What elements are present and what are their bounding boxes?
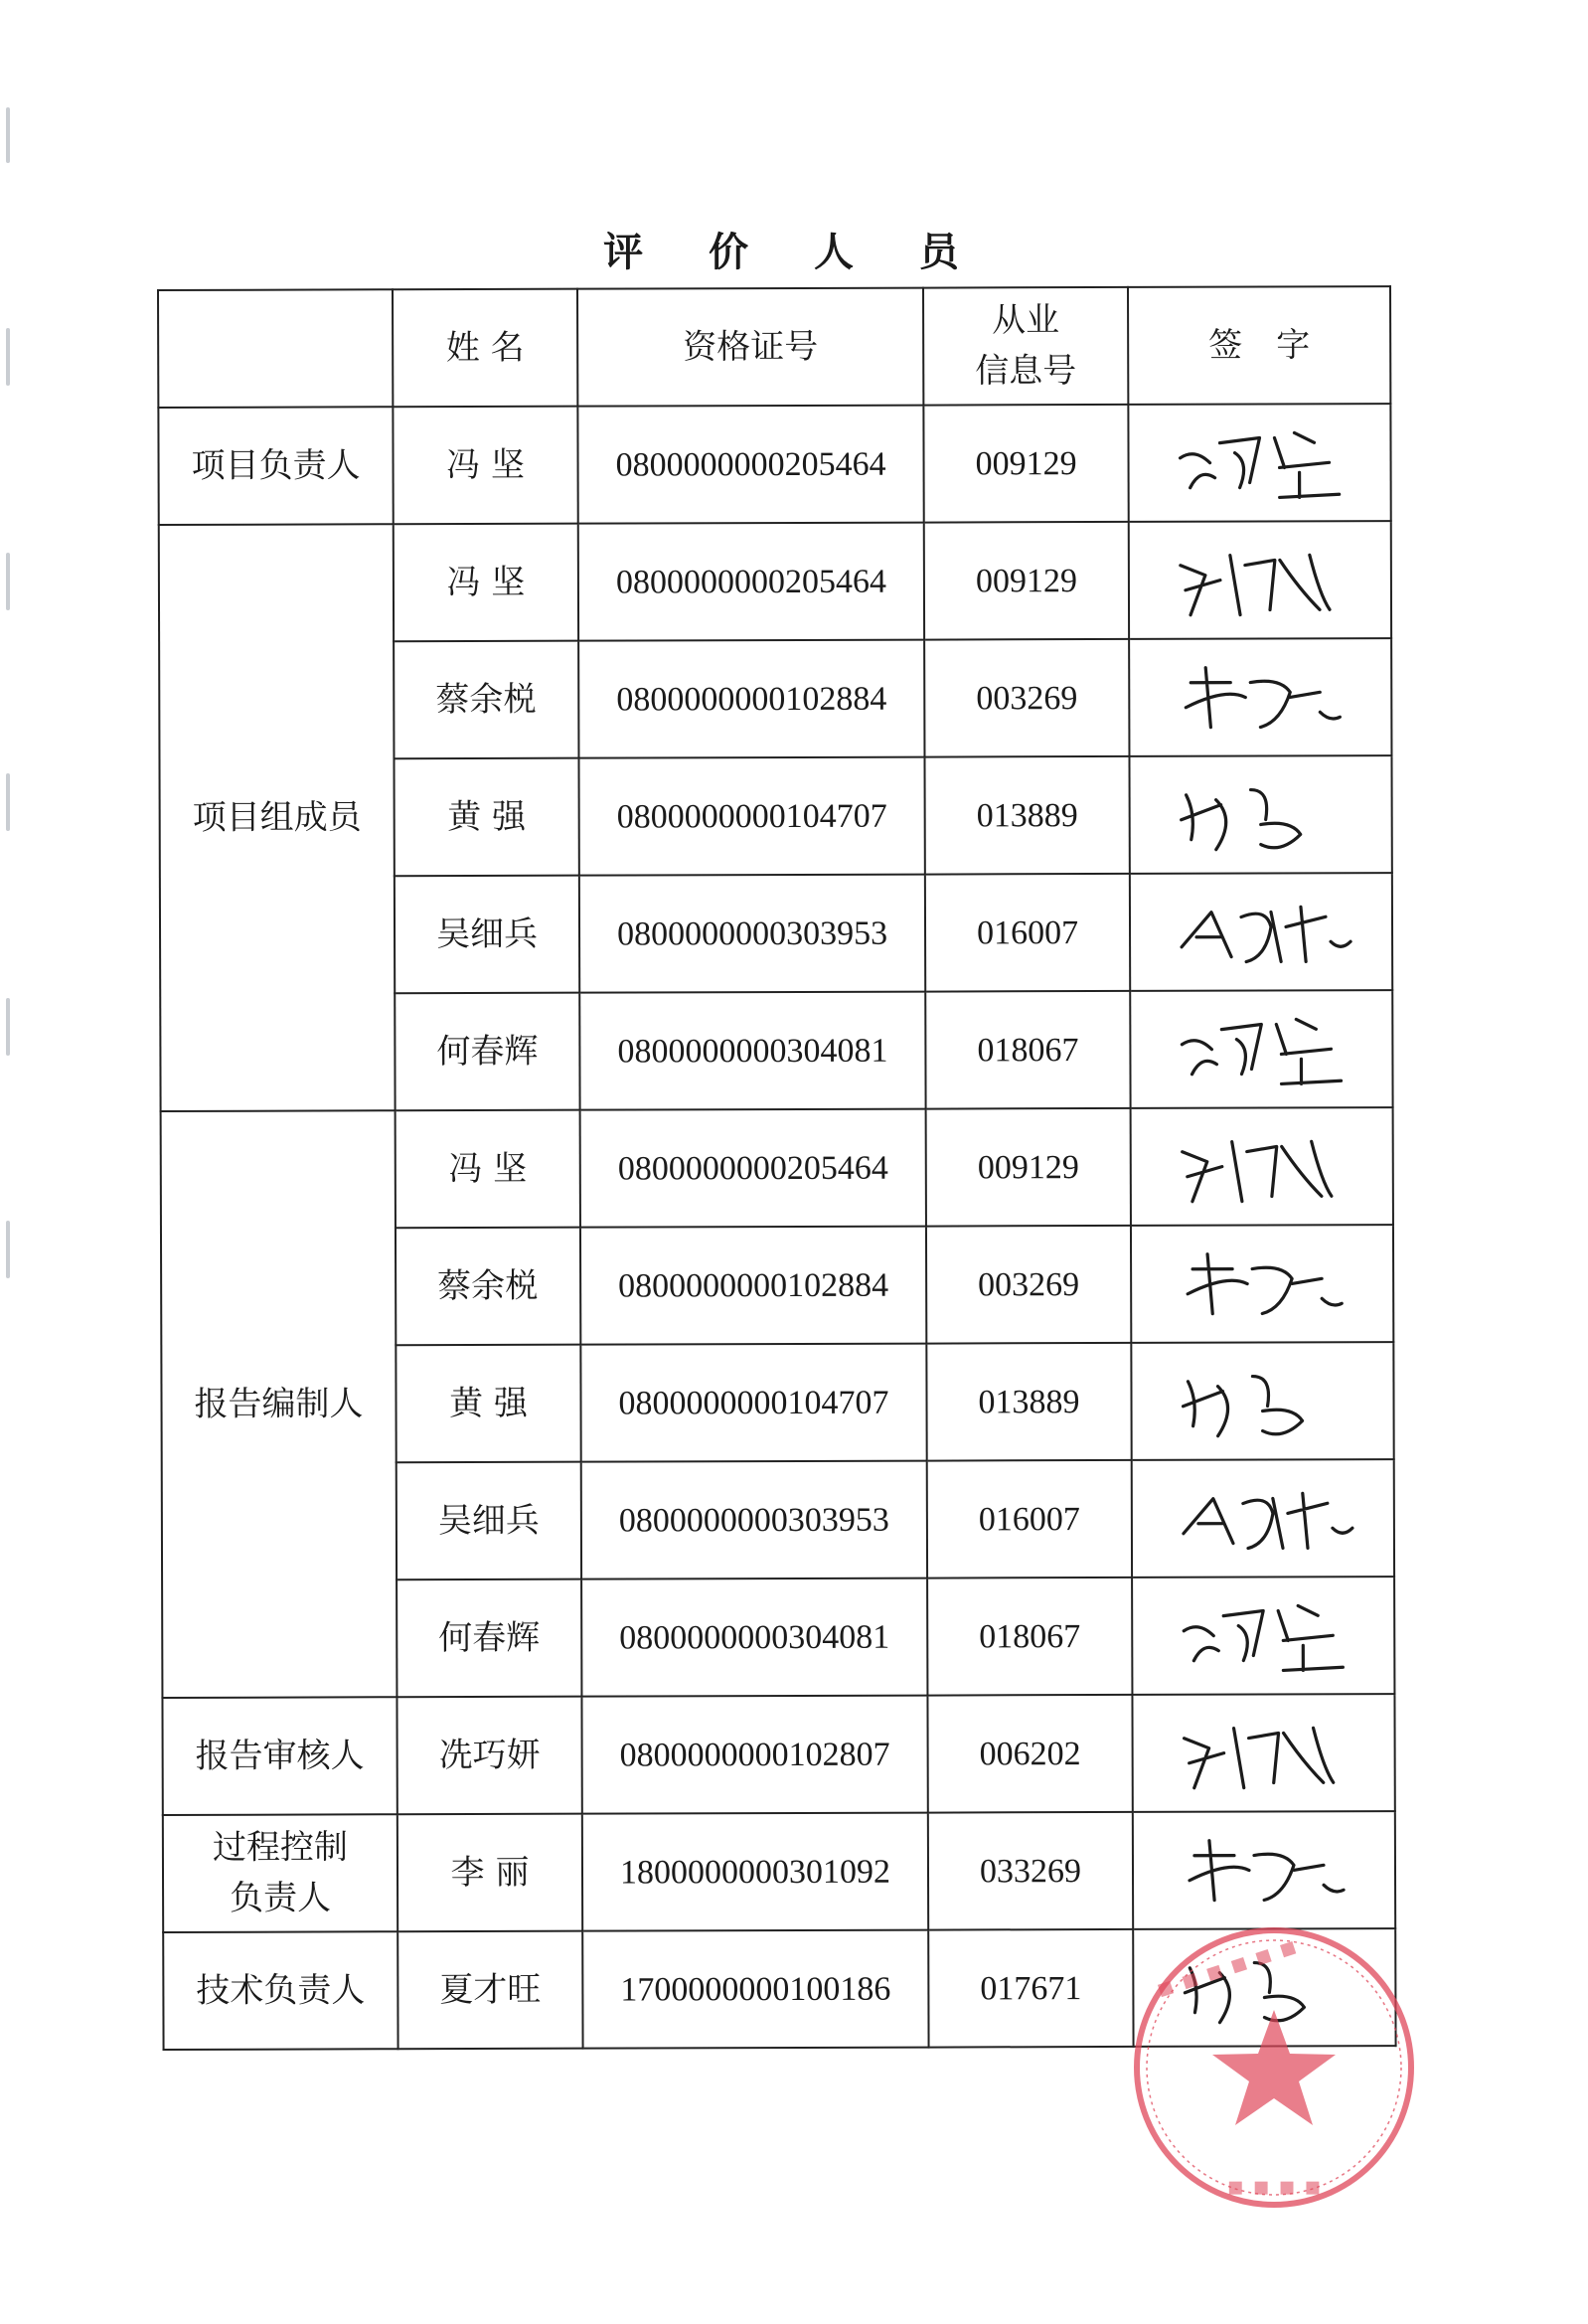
signature-image bbox=[1163, 1239, 1361, 1329]
info-number-cell: 018067 bbox=[927, 1577, 1132, 1696]
name-cell: 蔡余棁 bbox=[396, 1228, 580, 1346]
signature-cell bbox=[1132, 1577, 1394, 1695]
signature-cell bbox=[1130, 873, 1392, 991]
header-info: 从业 信息号 bbox=[923, 287, 1128, 406]
signature-image bbox=[1160, 417, 1358, 508]
signature-image bbox=[1164, 1473, 1362, 1564]
info-number-cell: 033269 bbox=[928, 1812, 1133, 1930]
signature-cell bbox=[1131, 1107, 1393, 1226]
info-number-cell: 003269 bbox=[924, 639, 1129, 757]
signature-cell bbox=[1129, 755, 1391, 874]
header-empty bbox=[158, 289, 393, 408]
scan-edge-mark bbox=[6, 553, 10, 610]
name-cell: 李 丽 bbox=[397, 1814, 582, 1932]
signature-image bbox=[1161, 652, 1359, 743]
cert-number-cell: 1800000000301092 bbox=[582, 1813, 928, 1931]
info-number-cell: 006202 bbox=[927, 1695, 1132, 1813]
signature-image bbox=[1163, 1356, 1361, 1446]
signature-cell bbox=[1132, 1459, 1394, 1577]
signature-image bbox=[1165, 1825, 1363, 1915]
cert-number-cell: 0800000000102884 bbox=[580, 1227, 926, 1345]
svg-text:▪ ▪ ▪ ▪: ▪ ▪ ▪ ▪ bbox=[1226, 2172, 1322, 2202]
header-cert: 资格证号 bbox=[577, 288, 923, 407]
signature-cell bbox=[1130, 990, 1392, 1108]
role-cell: 过程控制 负责人 bbox=[163, 1814, 397, 1932]
role-cell: 项目负责人 bbox=[158, 407, 393, 525]
signature-image bbox=[1161, 535, 1359, 625]
signature-image bbox=[1164, 1590, 1362, 1681]
info-number-cell: 009129 bbox=[926, 1108, 1131, 1227]
cert-number-cell: 0800000000304081 bbox=[579, 992, 925, 1110]
name-cell: 冯 坚 bbox=[394, 524, 578, 642]
name-cell: 冼巧妍 bbox=[397, 1697, 581, 1815]
table-row bbox=[159, 521, 1391, 642]
name-cell: 黄 强 bbox=[394, 758, 578, 877]
signature-image bbox=[1164, 1708, 1362, 1798]
info-number-cell: 013889 bbox=[924, 756, 1129, 875]
signature-cell bbox=[1129, 521, 1391, 639]
official-seal-stamp bbox=[1125, 1918, 1423, 2217]
cert-number-cell: 0800000000205464 bbox=[578, 523, 924, 641]
info-number-cell: 009129 bbox=[924, 522, 1129, 640]
table-row bbox=[161, 1107, 1393, 1229]
cert-number-cell: 1700000000100186 bbox=[582, 1930, 928, 2049]
scan-edge-mark bbox=[6, 773, 10, 831]
signature-cell bbox=[1132, 1694, 1394, 1812]
role-cell: 技术负责人 bbox=[163, 1931, 397, 2050]
scan-edge-mark bbox=[6, 107, 10, 163]
info-number-cell: 009129 bbox=[923, 405, 1128, 523]
cert-number-cell: 0800000000104707 bbox=[578, 757, 924, 876]
info-number-cell: 016007 bbox=[925, 874, 1130, 992]
signature-image bbox=[1162, 769, 1360, 860]
name-cell: 黄 强 bbox=[396, 1345, 580, 1463]
signature-cell bbox=[1133, 1811, 1395, 1929]
cert-number-cell: 0800000000205464 bbox=[577, 406, 923, 524]
scan-edge-mark bbox=[6, 998, 10, 1056]
svg-text:▪ ▪ ▪ ▪ ▪ ▪: ▪ ▪ ▪ ▪ ▪ ▪ bbox=[1152, 1930, 1301, 2005]
signature-cell bbox=[1128, 404, 1390, 522]
cert-number-cell: 0800000000303953 bbox=[581, 1461, 927, 1579]
name-cell: 吴细兵 bbox=[397, 1462, 581, 1580]
info-number-cell: 003269 bbox=[926, 1226, 1131, 1344]
signature-image bbox=[1162, 1004, 1360, 1094]
info-number-cell: 013889 bbox=[926, 1343, 1131, 1461]
name-cell: 吴细兵 bbox=[395, 876, 579, 994]
signature-cell bbox=[1131, 1342, 1393, 1460]
page-title: 评 价 人 员 bbox=[603, 230, 985, 275]
name-cell: 蔡余棁 bbox=[394, 641, 578, 759]
signature-image bbox=[1162, 887, 1360, 977]
name-cell: 冯 坚 bbox=[396, 1110, 580, 1229]
cert-number-cell: 0800000000102807 bbox=[581, 1696, 927, 1814]
cert-number-cell: 0800000000304081 bbox=[581, 1578, 927, 1697]
header-name: 姓 名 bbox=[393, 289, 577, 408]
table-row bbox=[158, 404, 1390, 525]
signature-cell bbox=[1129, 638, 1391, 756]
signature-cell bbox=[1131, 1225, 1393, 1343]
table-row bbox=[163, 1811, 1395, 1932]
info-number-cell: 018067 bbox=[925, 991, 1130, 1109]
table-header-row bbox=[158, 286, 1390, 408]
role-cell: 项目组成员 bbox=[159, 524, 396, 1111]
role-cell: 报告审核人 bbox=[162, 1697, 397, 1815]
name-cell: 夏才旺 bbox=[397, 1931, 582, 2050]
signature-image bbox=[1163, 1121, 1361, 1212]
cert-number-cell: 0800000000102884 bbox=[578, 640, 924, 758]
name-cell: 冯 坚 bbox=[393, 407, 577, 525]
header-signature: 签 字 bbox=[1128, 286, 1390, 405]
scan-edge-mark bbox=[6, 1221, 10, 1278]
name-cell: 何春辉 bbox=[395, 993, 579, 1111]
table-row bbox=[162, 1694, 1394, 1815]
cert-number-cell: 0800000000303953 bbox=[579, 875, 925, 993]
info-number-cell: 017671 bbox=[928, 1929, 1133, 2048]
scan-edge-mark bbox=[6, 328, 10, 386]
cert-number-cell: 0800000000205464 bbox=[580, 1109, 926, 1228]
name-cell: 何春辉 bbox=[397, 1579, 581, 1698]
role-cell: 报告编制人 bbox=[161, 1110, 397, 1698]
info-number-cell: 016007 bbox=[927, 1460, 1132, 1578]
staff-table bbox=[157, 285, 1397, 2051]
cert-number-cell: 0800000000104707 bbox=[580, 1344, 926, 1462]
